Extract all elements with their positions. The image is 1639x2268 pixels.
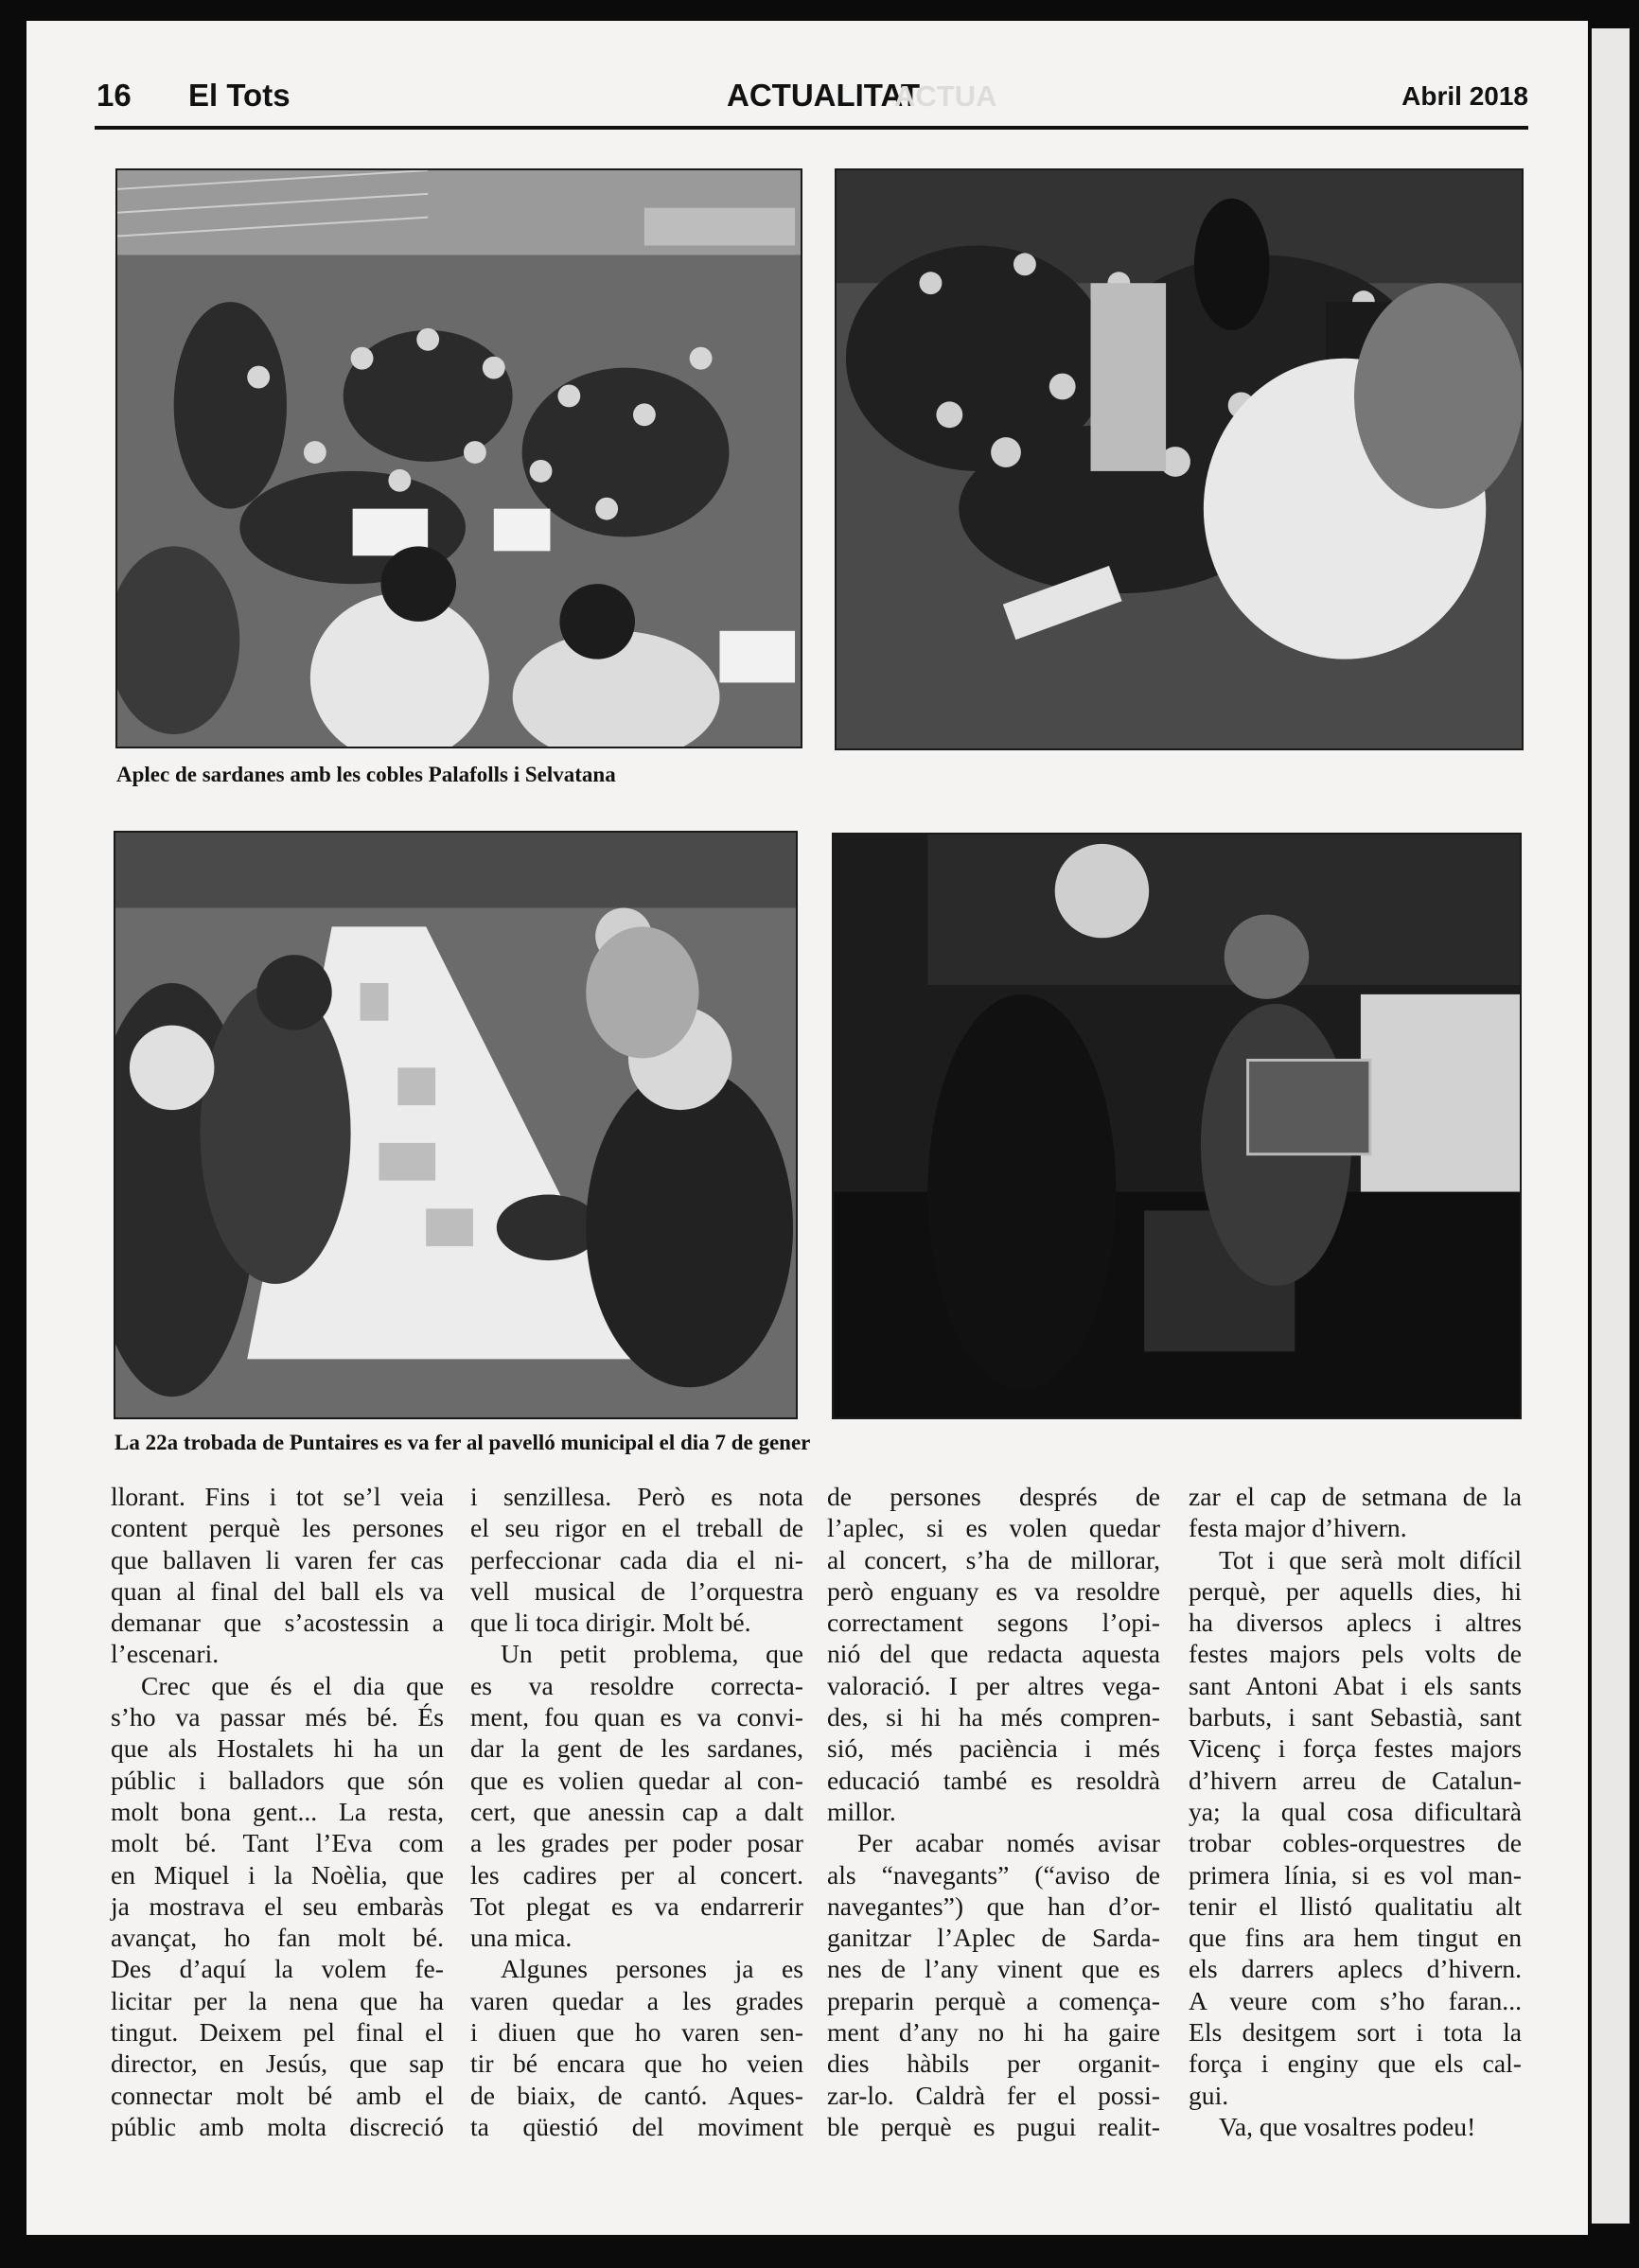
text-line: licitar per la nena que ha bbox=[111, 1985, 444, 2015]
text-line: d’hivern arreu de Catalun- bbox=[1189, 1765, 1522, 1795]
text-line: públic amb molta discreció bbox=[111, 2111, 444, 2141]
text-line: Un petit problema, que bbox=[501, 1639, 803, 1669]
text-column-1 bbox=[111, 1481, 444, 2162]
paragraph bbox=[111, 1670, 444, 2142]
text-line: nes de l’any vinent que es bbox=[827, 1954, 1160, 1984]
text-line: les cadires per al concert. bbox=[470, 1859, 803, 1890]
text-line: s’ho va passar més bé. És bbox=[111, 1702, 444, 1732]
photo-accordion-stage bbox=[832, 833, 1522, 1419]
text-line: varen quedar a les grades bbox=[470, 1985, 803, 2015]
text-line: l’aplec, si es volen quedar bbox=[827, 1513, 1160, 1543]
text-line: dies hàbils per organit- bbox=[827, 2048, 1160, 2079]
text-line: navegantes”) que han d’or- bbox=[827, 1890, 1160, 1921]
text-line: ta qüestió del moviment bbox=[470, 2111, 803, 2141]
text-line: avançat, ho fan molt bé. bbox=[111, 1923, 444, 1953]
text-line: i diuen que ho varen sen- bbox=[470, 2017, 803, 2048]
text-line: A veure com s’ho faran... bbox=[1189, 1985, 1522, 2015]
photo-lacemakers-tables bbox=[114, 831, 798, 1419]
text-line: valoració. I per altres vega- bbox=[827, 1670, 1160, 1700]
text-line: Tot plegat es va endarrerir bbox=[470, 1890, 803, 1921]
text-line: ment, fou quan es va convi- bbox=[470, 1702, 803, 1732]
text-line: al concert, s’ha de millorar, bbox=[827, 1544, 1160, 1574]
paragraph bbox=[1189, 1544, 1522, 2111]
paragraph bbox=[470, 1638, 803, 1953]
text-line: sió, més paciència i més bbox=[827, 1733, 1160, 1764]
text-line: primera línia, si es vol man- bbox=[1189, 1859, 1522, 1890]
page-header bbox=[95, 59, 1528, 115]
text-line: content perquè les persones bbox=[111, 1513, 444, 1543]
text-line: dar la gent de les sardanes, bbox=[470, 1733, 803, 1764]
text-line: connectar molt bé amb el bbox=[111, 2080, 444, 2110]
text-line: perquè, per aquells dies, hi bbox=[1189, 1575, 1522, 1606]
issue-date: Abril 2018 bbox=[1401, 81, 1528, 111]
text-line: ble perquè es pugui realit- bbox=[827, 2111, 1160, 2141]
text-line: Per acabar només avisar bbox=[857, 1828, 1160, 1858]
paragraph bbox=[111, 1481, 444, 1670]
text-column-2 bbox=[470, 1481, 803, 2162]
bleed-through-text: ACTUA bbox=[894, 79, 997, 113]
text-line: quan al final del ball els va bbox=[111, 1575, 444, 1606]
text-line: Vicenç i força festes majors bbox=[1189, 1733, 1522, 1764]
text-line: zar-lo. Caldrà fer el possi- bbox=[827, 2080, 1160, 2110]
text-line: sant Antoni Abat i els sants bbox=[1189, 1670, 1522, 1700]
publication-name: El Tots bbox=[188, 78, 291, 113]
text-line: Els desitgem sort i tota la bbox=[1189, 2017, 1522, 2048]
text-line: que es volien quedar al con- bbox=[470, 1765, 803, 1795]
text-line: l’escenari. bbox=[111, 1639, 220, 1669]
text-line: que fins ara hem tingut en bbox=[1189, 1923, 1522, 1953]
text-line: força i enginy que els cal- bbox=[1189, 2048, 1522, 2079]
text-line: vell musical de l’orquestra bbox=[470, 1575, 803, 1606]
text-line: perfeccionar cada dia el ni- bbox=[470, 1544, 803, 1574]
text-line: tingut. Deixem pel final el bbox=[111, 2017, 444, 2048]
text-line: Tot i que serà molt difícil bbox=[1219, 1544, 1522, 1574]
text-line: gui. bbox=[1189, 2080, 1229, 2110]
text-line: demanar que s’acostessin a bbox=[111, 1608, 444, 1638]
text-line: millor. bbox=[827, 1796, 896, 1826]
text-line: ment d’any no hi ha gaire bbox=[827, 2017, 1160, 2048]
text-line: llorant. Fins i tot se’l veia bbox=[111, 1482, 444, 1511]
text-line: en Miquel i la Noèlia, que bbox=[111, 1859, 444, 1890]
text-line: cert, que anessin cap a dalt bbox=[470, 1796, 803, 1826]
paragraph bbox=[470, 1953, 803, 2142]
text-line: Algunes persones ja es bbox=[501, 1954, 803, 1984]
text-line: els darrers aplecs d’hivern. bbox=[1189, 1954, 1522, 1984]
text-line: zar el cap de setmana de la bbox=[1189, 1482, 1522, 1511]
text-line: educació també es resoldrà bbox=[827, 1765, 1160, 1795]
text-line: una mica. bbox=[470, 1923, 573, 1953]
text-line: molt bona gent... La resta, bbox=[111, 1796, 444, 1826]
text-line: de biaix, de cantó. Aques- bbox=[470, 2080, 803, 2110]
text-line: ganitzar l’Aplec de Sarda- bbox=[827, 1923, 1160, 1953]
text-line: ya; la qual cosa dificultarà bbox=[1189, 1796, 1522, 1826]
paragraph bbox=[827, 1827, 1160, 2142]
caption-sardanes: Aplec de sardanes amb les cobles Palafolls i Selvatana bbox=[116, 763, 616, 786]
text-line: director, en Jesús, que sap bbox=[111, 2048, 444, 2079]
caption-puntaires: La 22a trobada de Puntaires es va fer al pavelló municipal el dia 7 de gener bbox=[115, 1431, 811, 1454]
paragraph bbox=[1189, 1481, 1522, 1544]
text-line: que li toca dirigir. Molt bé. bbox=[470, 1608, 751, 1638]
text-line: nió del que redacta aquesta bbox=[827, 1639, 1160, 1669]
text-column-4 bbox=[1189, 1481, 1522, 2162]
text-line: a les grades per poder posar bbox=[470, 1828, 803, 1858]
text-line: públic i balladors que són bbox=[111, 1765, 444, 1795]
text-line: ja mostrava el seu embaràs bbox=[111, 1890, 444, 1921]
text-line: tenir el llistó qualitatiu alt bbox=[1189, 1890, 1522, 1921]
text-line: Va, que vosaltres podeu! bbox=[1219, 2111, 1476, 2141]
text-line: que ballaven li varen fer cas bbox=[111, 1544, 444, 1574]
header-rule bbox=[95, 126, 1528, 130]
paragraph bbox=[827, 1481, 1160, 1827]
next-page-edge bbox=[1592, 28, 1630, 2224]
text-line: que als Hostalets hi ha un bbox=[111, 1733, 444, 1764]
text-line: trobar cobles-orquestres de bbox=[1189, 1828, 1522, 1858]
photo-sardana-dancers bbox=[115, 168, 802, 748]
text-line: es va resoldre correcta- bbox=[470, 1670, 803, 1700]
text-column-3 bbox=[827, 1481, 1160, 2162]
section-title: ACTUALITAT bbox=[727, 78, 921, 113]
text-line: correctament segons l’opi- bbox=[827, 1608, 1160, 1638]
text-line: però enguany es va resoldre bbox=[827, 1575, 1160, 1606]
text-line: molt bé. Tant l’Eva com bbox=[111, 1828, 444, 1858]
text-line: de persones després de bbox=[827, 1482, 1160, 1511]
text-line: el seu rigor en el treball de bbox=[470, 1513, 803, 1543]
page-number: 16 bbox=[97, 78, 132, 113]
paragraph bbox=[1189, 2111, 1522, 2142]
text-line: Crec que és el dia que bbox=[141, 1670, 444, 1700]
text-line: barbuts, i sant Sebastià, sant bbox=[1189, 1702, 1522, 1732]
photo-sardana-with-bass bbox=[835, 168, 1524, 750]
paragraph bbox=[470, 1481, 803, 1638]
text-line: preparin perquè a comença- bbox=[827, 1985, 1160, 2015]
text-line: des, si hi ha més compren- bbox=[827, 1702, 1160, 1732]
text-line: ha diversos aplecs i altres bbox=[1189, 1608, 1522, 1638]
text-line: festes majors pels volts de bbox=[1189, 1639, 1522, 1669]
text-line: i senzillesa. Però es nota bbox=[470, 1482, 803, 1511]
text-line: Des d’aquí la volem fe- bbox=[111, 1954, 444, 1984]
text-line: tir bé encara que ho veien bbox=[470, 2048, 803, 2079]
text-line: als “navegants” (“aviso de bbox=[827, 1859, 1160, 1890]
text-line: festa major d’hivern. bbox=[1189, 1513, 1407, 1543]
